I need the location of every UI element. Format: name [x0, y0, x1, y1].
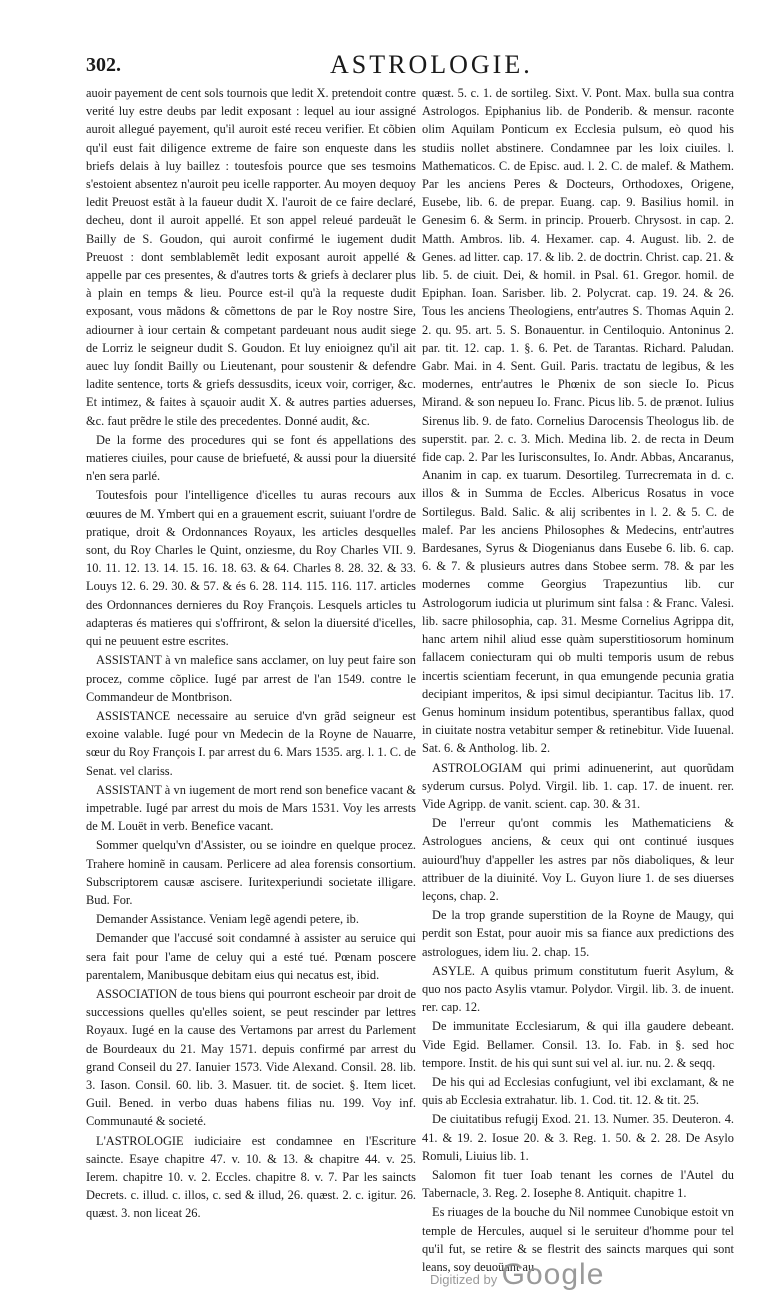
- left-paragraph: ASSOCIATION de tous biens qui pourront escheoir par droit de successions quelles qu'elles soient, se peut rescinder par lettres Royaux. Iugé en la cause des Vertamons par arrest du Parlement de Bourdeaux du 21. May 1571. depuis confirmé par arrest du grand Conseil du 27. Ianuier 1573. Vide Alexand. Consil. 28. lib. 3. Iason. Consil. 60. lib. 3. Masuer. tit. de societ. §. Item licet. Guil. Bened. in verbo duas habens filias nu. 199. Voy inf. Communauté & societé.: [86, 986, 416, 1129]
- left-paragraph: ASSISTANT à vn iugement de mort rend son benefice vacant & impetrable. Iugé par arrest du mois de Mars 1531. Voy les arrests de M. Louët in verb. Benefice vacant.: [86, 782, 416, 834]
- right-paragraph: De la trop grande superstition de la Royne de Maugy, qui perdit son Estat, pour auoir mis sa fiance aux predictions des astrologues, idem liu. 2. chap. 15.: [422, 908, 734, 959]
- left-paragraph: Toutesfois pour l'intelligence d'icelles tu auras recours aux œuures de M. Ymbert qui en a grauement escrit, suiuant l'ordre de pratique, droit & Ordonnances Royaux, les articles desquelles sont, du Roy Charles le Quint, onziesme, du Roy Charles VII. 9. 10. 11. 12. 13. 14. 15. 16. 18. 63. & 64. Charles 8. 28. 32. & 33. Louys 12. 6. 29. 30. & 57. & és 6. 28. 114. 115. 116. 117. articles des Ordonnances dernieres du Roy François. Lesquels articles tu adapteras és matieres qui s'offriront, & selon la diuersité d'icelles, qui ne peuuent estre escrites.: [86, 488, 416, 649]
- right-paragraph: De l'erreur qu'ont commis les Mathematiciens & Astrologues anciens, & ceux qui ont continué iusques auiourd'huy d'appeller les astres par nõs diaboliques, & leur attribuer de la diuinité. Voy L. Guyon liure 1. de ses diuerses leçons, chap. 2.: [422, 816, 734, 903]
- watermark-prefix: Digitized by: [430, 1272, 498, 1287]
- page-header: [86, 50, 726, 84]
- right-paragraph: ASYLE. A quibus primum constitutum fuerit Asylum, & quo nos pacto Asylis vtamur. Polydor. Virgil. lib. 3. de inuent. rer. cap. 12.: [422, 963, 734, 1015]
- left-paragraph: De la forme des procedures qui se font és appellations des matieres ciuiles, pour cause de briefueté, & aussi pour la diuersité n'en sera parlé.: [86, 432, 416, 484]
- google-logo: Google: [501, 1258, 605, 1291]
- right-paragraph: De ciuitatibus refugij Exod. 21. 13. Numer. 35. Deuteron. 4. 41. & 19. 2. Iosue 20. & 3. Reg. 1. 50. & 2. 28. De Asylo Romuli, Liuius lib. 1.: [422, 1112, 734, 1163]
- left-paragraph: Demander Assistance. Veniam legẽ agendi petere, ib.: [96, 912, 359, 927]
- left-paragraph: auoir payement de cent sols tournois que ledit X. pretendoit contre verité luy estre deubs par ledit exposant : lequel au iour assigné auroit allegué payement, qu'il auroit esté receu verifier. Et cõbien qu'il eust fait diligence extreme de faire son enqueste dans les briefs delais à luy baillez : toutesfois pource que ses tesmoins s'estoient absentez n'auroit peu icelle rapporter. Au moyen dequoy ledit Preuost estãt à la faueur dudit X. l'auroit de ce faire declaré, decheu, dont il auroit appellé. Et son appel releué pardeuãt le Bailly de S. Goudon, qui auroit confirmé le iugement dudit Preuost : dont semblablemẽt ledit exposant auroit appellé & appelle par ces presentes, & d'autres torts & griefs à declarer plus à plain en temps & lieu. Pource est-il qu'à la requeste dudit exposant, vous mãdons & cõmettons de par le Roy nostre Sire, adiourner à iour certain & competant pardeuant nous audit siege de Lorriz le seigneur dudit S. Goudon. Et luy enioignez qu'il ait auec luy ſondit Bailly ou Lieutenant, pour soustenir & defendre ladite sentence, torts & griefs dessusdits, iceux voir, corriger, &c. Et intimez, & faites à sçauoir audit X. & autres parties aduerses, &c. faut prẽdre le stile des precedentes. Donné audit, &c.: [86, 86, 416, 428]
- left-paragraph: ASSISTANT à vn malefice sans acclamer, on luy peut faire son procez, comme cõplice. Iugé par arrest de l'an 1549. contre le Commandeur de Montbrison.: [86, 653, 416, 704]
- left-column: [86, 84, 416, 1224]
- right-paragraph: Es riuages de la bouche du Nil nommee Cunobique estoit vn temple de Hercules, auquel si le seruiteur d'homme pour tel qu'il fut, se retire & se flestrit des saincts marques qui sont leans, soy deuoüant au: [422, 1205, 734, 1274]
- left-paragraph: ASSISTANCE necessaire au seruice d'vn grãd seigneur est exoine valable. Iugé pour vn Medecin de la Royne de Nauarre, sœur du Roy François I. par arrest du 6. Mars 1535. arg. l. 1. C. de Senat. vel clariss.: [86, 708, 416, 778]
- right-paragraph: De immunitate Ecclesiarum, & qui illa gaudere debeant. Vide Egid. Bellamer. Consil. 13. Io. Fab. in §. sed hoc tempore. Instit. de his qui sunt sui vel al. iur. nu. 2. & seqq.: [422, 1019, 734, 1070]
- right-paragraph: De his qui ad Ecclesias confugiunt, vel ibi exclamant, & ne quis ab Ecclesia extrahatur. lib. 1. Cod. tit. 12. & tit. 25.: [422, 1074, 734, 1108]
- page-number: 302.: [86, 54, 121, 76]
- digitized-watermark: [430, 1258, 604, 1292]
- left-paragraph: Demander que l'accusé soit condamné à assister au seruice qui sera fait pour l'ame de celuy qui a esté tué. Pœnam poscere parentalem, Manibusque debitam eius qui necatus est, ibid.: [86, 931, 416, 982]
- left-paragraph: L'ASTROLOGIE iudiciaire est condamnee en l'Escriture saincte. Esaye chapitre 47. v. 10. & 13. & chapitre 44. v. 25. Ierem. chapitre 10. v. 2. Eccles. chapitre 8. v. 7. Par les saincts Decrets. c. illud. c. illos, c. sed & illud, 26. quæst. 2. c. igitur. 26. quæst. 3. non liceat 26.: [86, 1133, 416, 1221]
- right-paragraph: Salomon fit tuer Ioab tenant les cornes de l'Autel du Tabernacle, 3. Reg. 2. Iosephe 8. Antiquit. chapitre 1.: [422, 1167, 734, 1201]
- left-paragraph: Sommer quelqu'vn d'Assister, ou se ioindre en quelque procez. Trahere hominẽ in causam. Perlicere ad alea forensis consortium. Subscriptorem causæ ascisere. Iuritexperiundi societate illigare. Bud. For.: [86, 838, 416, 907]
- right-paragraph: quæst. 5. c. 1. de sortileg. Sixt. V. Pont. Max. bulla sua contra Astrologos. Epiphanius lib. de Ponderib. & mensur. raconte olim Aquilam Ponticum ex Ecclesia pulsum, eò quod his studiis nollet abstinere. Condamnee par les loix ciuiles. l. Mathematicos. C. de Episc. aud. l. 2. C. de malef. & Mathem. Par les anciens Peres & Docteurs, Orthodoxes, Origene, Eusebe, lib. 6. de prepar. Euang. cap. 9. Basilius homil. in Genesim 6. & Serm. in princip. Prouerb. Chrysost. in cap. 2. Matth. Ambros. lib. 4. Hexamer. cap. 4. August. lib. 2. de Genes. ad litter. cap. 17. & lib. 2. de doctrin. Christ. cap. 21. & lib. 5. de ciuit. Dei, & homil. in Psal. 61. Gregor. homil. de Epiphan. Ioan. Sarisber. lib. 2. Polycrat. cap. 19. 24. & 26. Tous les anciens Theologiens, entr'autres S. Thomas Aquin 2. 2. qu. 95. art. 5. S. Bonauentur. in Centiloquio. Antoninus 2. par. tit. 12. cap. 1. §. 6. Pet. de Tarantas. Richard. Paludan. Gabr. Mai. in 4. Sent. Guil. Paris. tractatu de legibus, & les modernes, entr'autres le Phœnix de son siecle Io. Picus Mirand. & son nepueu Io. Franc. Picus lib. 5. de prænot. Iulius Sirenus lib. 9. de fato. Cornelius Darocensis Theologus lib. de superstit. par. 2. c. 3. Mich. Medina lib. 2. de recta in Deum fide cap. 2. Par les Iurisconsultes, Io. Andr. Abbas, Ancaranus, Ananim in cap. ex tuarum. Desortileg. Turrecremata in d. c. illos & in Summa de Eccles. Albericus Rosatus in voce Sortilegus. Bald. Salic. & alij scribentes in l. 2. & 5. C. de malef. Par les anciens Philosophes & Medecins, entr'autres Bardesanes, Syrus & Diogenianus dans Eusebe 6. lib. 6. cap. 6. & 7. & plusieurs autres dans Stobee serm. 78. & par les modernes comme Georgius Trapezuntius lib. cur Astrologorum iudicia ut plurimum sint falsa : & Franc. Valesi. lib. sacre philosophia, cap. 31. Mesme Cornelius Agrippa dit, hanc artem nihil aliud esse quàm superstitiosorum hominum fallacem coniecturam qui ob multi temporis usum de rebus incertis scientiam fecerunt, in qua emungende pecunia gratia decipiant imperitos, & ipsi simul decipiantur. Tacitus lib. 17. Genus hominum insidum potentibus, sperantibus fallax, quod in ciuitate nostra vetabitur semper & retinebitur. Vide Iuuenal. Sat. 6. & Antholog. lib. 2.: [422, 86, 734, 756]
- running-title: ASTROLOGIE.: [330, 50, 533, 79]
- right-paragraph: ASTROLOGIAM qui primi adinuenerint, aut quorũdam syderum cursus. Polyd. Virgil. lib. 1. cap. 17. de inuent. rer. Vide Agripp. de vanit. scient. cap. 30. & 31.: [422, 760, 734, 811]
- right-column: [422, 84, 734, 1277]
